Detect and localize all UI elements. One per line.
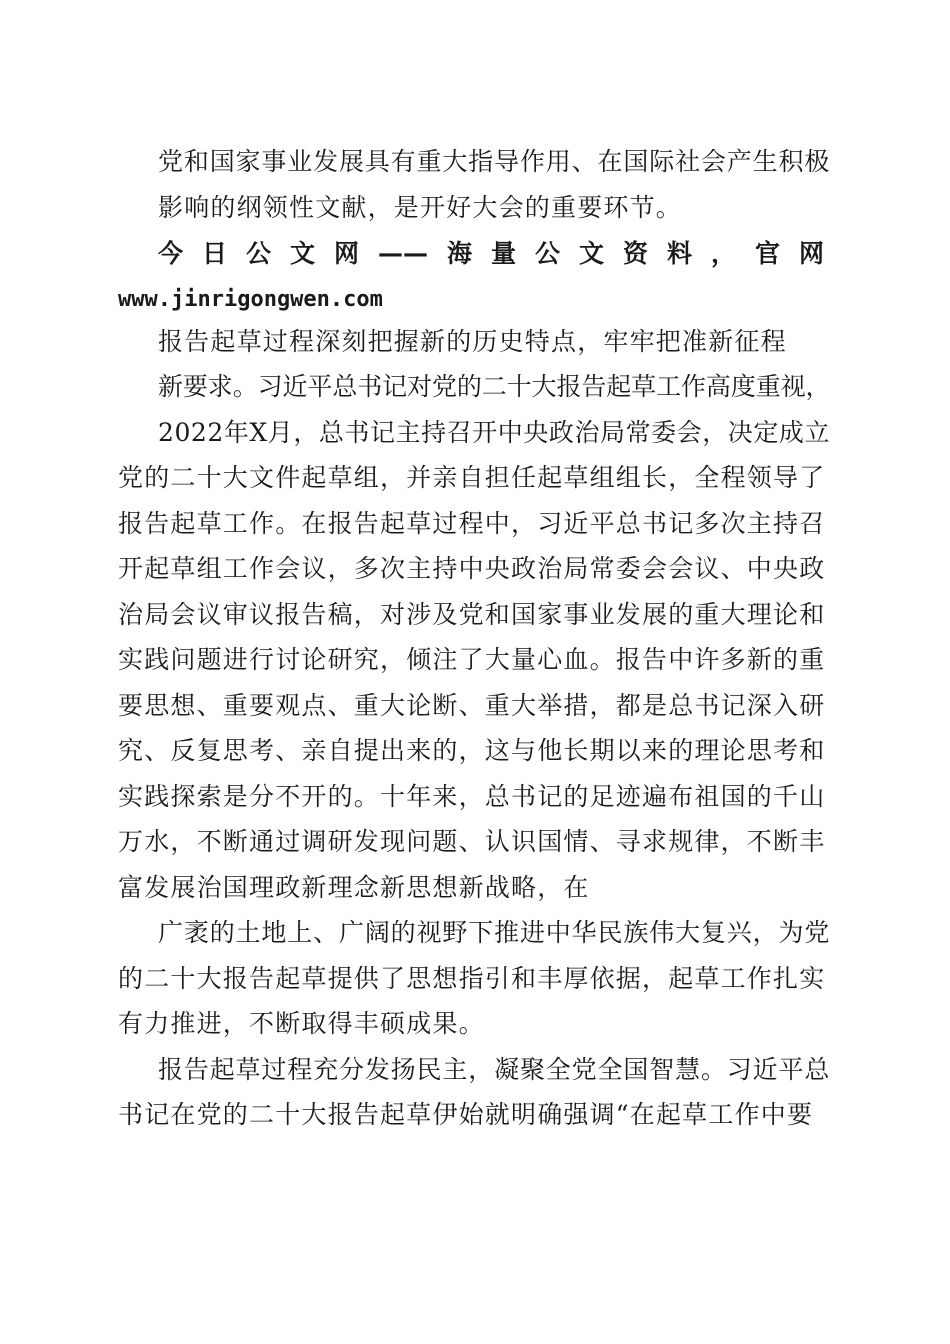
text-line: 新要求。习近平总书记对党的二十大报告起草工作高度重视， — [158, 372, 831, 401]
text-line: 治局会议审议报告稿，对涉及党和国家事业发展的重大理论和 — [118, 600, 826, 629]
text-line: 开起草组工作会议，多次主持中央政治局常委会会议、中央政 — [118, 554, 826, 583]
text-line: 广袤的土地上、广阔的视野下推进中华民族伟大复兴，为党 — [158, 918, 831, 947]
site-banner: 今日公文网——海量公文资料，官网 — [158, 239, 824, 268]
text-line: 究、反复思考、亲自提出来的，这与他长期以来的理论思考和 — [118, 736, 826, 765]
text-line: 的二十大报告起草提供了思想指引和丰厚依据，起草工作扎实 — [118, 964, 826, 993]
text-line: 报告起草工作。在报告起草过程中，习近平总书记多次主持召 — [118, 509, 826, 538]
text-line: 报告起草过程深刻把握新的历史特点，牢牢把准新征程 — [158, 327, 787, 356]
site-url: www.jinrigongwen.com — [118, 287, 383, 312]
text-line: 报告起草过程充分发扬民主，凝聚全党全国智慧。习近平总 — [158, 1055, 831, 1084]
text-line: 党和国家事业发展具有重大指导作用、在国际社会产生积极 — [158, 147, 831, 176]
text-line: 书记在党的二十大报告起草伊始就明确强调“在起草工作中要 — [118, 1100, 814, 1129]
text-line: 富发展治国理政新理念新思想新战略，在 — [118, 873, 590, 902]
text-line: 万水，不断通过调研发现问题、认识国情、寻求规律，不断丰 — [118, 827, 826, 856]
text-line: 实践问题进行讨论研究，倾注了大量心血。报告中许多新的重 — [118, 645, 826, 674]
text-line: 影响的纲领性文献，是开好大会的重要环节。 — [158, 193, 683, 222]
text-line: 有力推进，不断取得丰硕成果。 — [118, 1009, 485, 1038]
text-line: 党的二十大文件起草组，并亲自担任起草组组长，全程领导了 — [118, 463, 826, 492]
text-line: 2022年X月，总书记主持召开中央政治局常委会，决定成立 — [158, 418, 831, 447]
text-line: 实践探索是分不开的。十年来，总书记的足迹遍布祖国的千山 — [118, 782, 826, 811]
text-line: 要思想、重要观点、重大论断、重大举措，都是总书记深入研 — [118, 691, 826, 720]
